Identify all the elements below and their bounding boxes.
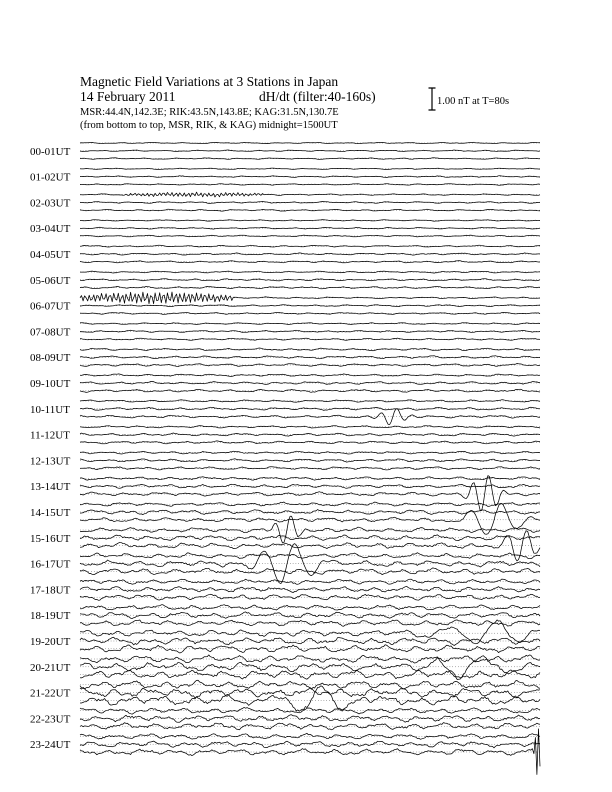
trace-msr — [80, 158, 540, 160]
hour-label: 20-21UT — [30, 661, 71, 674]
scale-bar-mark — [429, 88, 436, 110]
trace-area — [80, 142, 540, 774]
hour-label: 02-03UT — [30, 197, 71, 210]
trace-msr — [80, 338, 540, 340]
hour-label: 04-05UT — [30, 249, 71, 261]
hour-label: 00-01UT — [30, 145, 71, 158]
trace-msr — [80, 476, 540, 511]
trace-rik — [80, 227, 540, 229]
title-block — [80, 74, 376, 131]
trace-msr — [80, 686, 540, 711]
trace-rik — [80, 407, 540, 410]
trace-msr — [80, 568, 540, 575]
trace-kag — [80, 605, 540, 610]
hour-label: 15-16UT — [30, 532, 71, 545]
hour-label: 09-10UT — [30, 378, 71, 390]
trace-kag — [80, 271, 540, 273]
trace-kag — [80, 400, 540, 403]
trace-rik — [80, 305, 540, 307]
chart-title: Magnetic Field Variations at 3 Stations in Japan — [80, 74, 339, 89]
trace-msr — [80, 261, 540, 263]
trace-kag — [80, 142, 540, 143]
trace-kag — [80, 292, 540, 304]
hour-label: 14-15UT — [30, 507, 71, 519]
trace-kag — [80, 553, 540, 559]
hour-label: 17-18UT — [30, 584, 71, 597]
trace-kag — [80, 655, 540, 663]
trace-rik — [80, 330, 540, 332]
hour-label: 12-13UT — [30, 455, 71, 468]
hour-label: 13-14UT — [30, 481, 71, 494]
hour-label: 03-04UT — [30, 223, 71, 236]
trace-kag — [80, 168, 540, 169]
hour-label: 18-19UT — [30, 610, 71, 623]
chart-date: 14 February 2011 — [80, 89, 176, 104]
chart-quantity: dH/dt (filter:40-160s) — [259, 89, 376, 104]
hour-label: 22-23UT — [30, 713, 71, 726]
trace-rik — [80, 715, 540, 723]
trace-kag — [80, 502, 540, 506]
hour-label: 01-02UT — [30, 171, 71, 184]
trace-rik — [80, 741, 540, 748]
hour-labels — [30, 146, 71, 751]
trace-rik — [80, 176, 540, 178]
scale-bar — [429, 88, 510, 110]
station-order-note: (from bottom to top, MSR, RIK, & KAG) midnight=1500UT — [80, 120, 338, 131]
trace-rik — [80, 586, 540, 592]
hour-label: 06-07UT — [30, 300, 71, 313]
hour-label: 11-12UT — [30, 429, 70, 442]
trace-msr — [80, 467, 540, 470]
trace-kag — [80, 245, 540, 247]
trace-msr — [80, 184, 540, 186]
hour-label: 05-06UT — [30, 274, 71, 287]
hour-label: 23-24UT — [30, 739, 71, 752]
trace-kag — [80, 220, 540, 222]
hour-label: 16-17UT — [30, 558, 71, 571]
hour-label: 10-11UT — [30, 403, 70, 416]
hour-label: 07-08UT — [30, 326, 71, 339]
trace-msr — [80, 286, 540, 288]
hour-label: 08-09UT — [30, 352, 71, 365]
trace-rik — [80, 253, 540, 255]
hour-label: 21-22UT — [30, 687, 71, 700]
trace-msr — [80, 645, 540, 653]
station-list: MSR:44.4N,142.3E; RIK:43.5N,143.8E; KAG:31.5N,130.7E — [80, 107, 339, 118]
scale-bar-label: 1.00 nT at T=80s — [437, 96, 510, 107]
trace-kag — [80, 374, 540, 377]
hour-label: 19-20UT — [30, 636, 71, 648]
trace-kag — [80, 477, 540, 480]
trace-msr — [80, 504, 540, 535]
trace-rik — [80, 202, 540, 204]
trace-msr — [80, 531, 540, 561]
